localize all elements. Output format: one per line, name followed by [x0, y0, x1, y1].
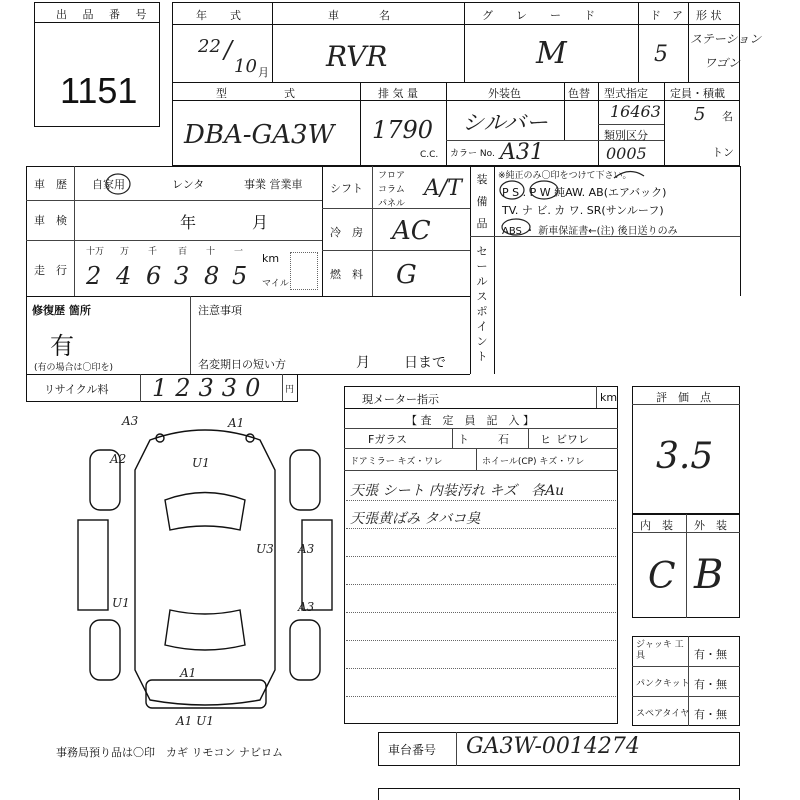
month-unit: 月	[258, 66, 269, 79]
equipment-line1: P S . P W 純AW. AB(エアバック)	[502, 186, 667, 199]
mark-u1-roof: U1	[192, 456, 210, 470]
mileage-digit-5: 8	[204, 262, 220, 290]
inspector-title: 【 査 定 員 記 入 】	[406, 414, 534, 427]
shape-line1: ステーション	[690, 32, 762, 46]
mark-a2-left: A2	[110, 452, 127, 466]
color-header: 外装色	[488, 87, 521, 100]
sales-point-6: イ	[476, 320, 488, 333]
mileage-digit-3: 6	[146, 262, 162, 290]
inspector-comment-2: 天張黄ばみ タバコ臭	[350, 511, 481, 527]
equipment-circle-marks	[494, 166, 740, 236]
history-private: 自家用	[92, 178, 125, 191]
equipment-note: ※純正のみ〇印をつけて下さい。	[498, 171, 632, 181]
glass-opt-1: ト	[458, 433, 469, 446]
mirror-label: ドアミラー キズ・ワレ	[350, 457, 443, 467]
model-header: 型 式	[216, 87, 301, 100]
history-business: 事業 営業車	[244, 178, 303, 191]
year-header: 年 式	[196, 9, 247, 22]
shape-line2: ワゴン	[704, 56, 741, 70]
repair-label: 修復歴 箇所	[32, 304, 91, 317]
score-value: 3.5	[656, 436, 714, 477]
glass-label: Fガラス	[368, 433, 407, 446]
meter-label: 現メーター指示	[362, 393, 439, 406]
interior-grade: C	[648, 556, 676, 597]
fuel-label: 燃 料	[330, 268, 363, 281]
repair-note: (有の場合は〇印を)	[34, 363, 114, 373]
notice-deadline: 名変期日の短い方	[198, 358, 286, 371]
shift-panel: パネル	[378, 199, 406, 209]
grade-header: グ レ ー ド	[482, 9, 601, 22]
bottom-partial-box	[378, 788, 740, 800]
year-month: 10	[234, 56, 257, 77]
tool-puncture-value: 有・無	[694, 678, 727, 691]
sales-point-2: ー	[476, 260, 488, 273]
color-number: A31	[500, 140, 544, 165]
displacement-header: 排 気 量	[378, 87, 418, 100]
fuel-value: G	[396, 260, 417, 290]
shift-column: コラム	[378, 185, 405, 195]
chassis-number: GA3W-0014274	[466, 734, 640, 759]
category-number: 0005	[606, 144, 647, 163]
color-change-header: 色替	[568, 87, 590, 100]
glass-opt-3: ヒ	[540, 433, 551, 446]
maker-header: 車 名	[328, 9, 396, 22]
capacity: 5	[694, 104, 706, 125]
equipment-label-3: 品	[476, 217, 488, 230]
mileage-digit-1: 2	[86, 262, 102, 290]
mileage-digit-6: 5	[232, 262, 248, 290]
color-no-label: カラー No.	[450, 149, 495, 159]
place-100: 百	[178, 247, 188, 257]
repair-value: 有	[50, 332, 74, 360]
history-circle-mark	[100, 166, 140, 200]
type-number: 16463	[610, 102, 661, 121]
glass-opt-4: ビワレ	[556, 433, 589, 446]
category-header: 類別区分	[604, 129, 648, 142]
tool-jack-label: ジャッキ 工 具	[636, 640, 693, 661]
ac-value: AC	[392, 216, 431, 246]
lot-number-label: 出 品 番 号	[56, 8, 153, 21]
mark-a1-front: A1	[228, 416, 245, 430]
displacement: 1790	[372, 116, 434, 144]
shift-value: A/T	[424, 176, 462, 201]
meter-unit: km	[600, 391, 618, 404]
door-header: ド ア	[650, 9, 683, 22]
tool-spare-value: 有・無	[694, 708, 727, 721]
sales-point-4: ス	[476, 290, 488, 303]
place-100k: 十万	[86, 247, 105, 257]
mark-a3-right-rear: A3	[298, 600, 315, 614]
notice-day: 日まで	[404, 355, 446, 371]
lot-number: 1151	[60, 70, 138, 111]
place-10: 十	[206, 247, 216, 257]
inspection-year: 年	[180, 213, 197, 232]
score-label: 評 価 点	[656, 391, 711, 404]
ac-label: 冷 房	[330, 226, 363, 239]
mileage-digit-2: 4	[116, 262, 132, 290]
history-rental: レンタ	[172, 178, 205, 191]
mark-a3-right: A3	[298, 542, 315, 556]
wheel-label: ホイール(CP) キズ・ワレ	[482, 457, 585, 467]
sales-point-3: ル	[476, 275, 488, 288]
mark-u3-right: U3	[256, 542, 274, 556]
mark-a1-rear: A1	[180, 666, 197, 680]
mark-a3-front: A3	[122, 414, 139, 428]
sales-point-7: ン	[476, 335, 488, 348]
exterior-color: シルバー	[462, 111, 548, 136]
notice-month: 月	[356, 355, 370, 371]
tool-puncture-label: パンクキット	[636, 679, 690, 689]
inspection-month: 月	[252, 213, 269, 232]
history-label: 車 歴	[34, 178, 67, 191]
model-code: DBA-GA3W	[184, 120, 335, 150]
cc-unit: C.C.	[420, 150, 439, 160]
shift-floor: フロア	[378, 171, 406, 181]
capacity-header: 定員・積載	[670, 87, 725, 100]
mark-a1-u1-bottom: A1 U1	[176, 714, 214, 728]
recycle-amount: 12330	[152, 374, 269, 402]
office-items: 事務局預り品は〇印 カギ リモコン ナビロム	[56, 746, 283, 759]
sales-point-8: ト	[476, 350, 488, 363]
exterior-label: 外 装	[694, 519, 727, 532]
place-10k: 万	[120, 247, 130, 257]
vehicle-name: RVR	[326, 40, 388, 73]
equipment-line3: ABS ・ 新車保証書←(注) 後日送りのみ	[502, 226, 678, 237]
sales-point-1: セ	[476, 245, 488, 258]
shape-header: 形 状	[696, 9, 722, 22]
door-count: 5	[654, 42, 668, 67]
equipment-label-2: 備	[476, 195, 488, 208]
recycle-label: リサイクル料	[44, 383, 109, 396]
tool-spare-label: スペアタイヤ	[636, 709, 690, 719]
place-1: 一	[234, 247, 244, 257]
exterior-grade: B	[694, 552, 724, 598]
inspector-comment-1: 天張 シート 内装汚れ キズ 各Au	[350, 483, 565, 499]
capacity-unit: 名	[722, 110, 733, 123]
inspection-label: 車 検	[34, 214, 67, 227]
equipment-label-1: 装	[476, 173, 488, 186]
interior-label: 内 装	[640, 519, 673, 532]
ton-unit: トン	[712, 146, 734, 159]
mileage-unit-mile: マイル	[262, 279, 289, 289]
auction-sheet: 出 品 番 号 1151 年 式 車 名 グ レ ー ド ド ア 形 状 22 / 10 月 RVR M 5 ステーション ワゴン 型 式 排 気 量 外装色 色替 型式指定 定員・積載 DBA-GA3W 1790 C.C. シルバー カラー No. A31 16463 類別区分 0005 5 名 トン 車 歴 自家用 レンタ 事業 営業車 車 検 年 月 走 行 十万 万 千 百 十 一 2 4 6 3 8 5 km マイル シフト フロア コラム パネル A/T 冷 房 AC 燃 料 G 装 備 品 ※純正のみ〇印をつけて下さい。 P S . P W 純AW. AB(エアバック) TV. ナ ビ. カ ワ. SR(サンルーフ) ABS ・ 新車保証書←(注) 後日送りのみ セ ー ル ス ポ イ ン ト 修復歴 箇所 有 (有の場合は〇印を) 注意事項 名変期日の短い方 月 日まで リサイクル料 12330 円 A3 A1 A2 U1 U3 A3 U1 A3 A1 A1 U1 事務局預り品は〇印 カギ リモコン ナビロム 現メーター指示 km 【 査 定 員 記 入 】 Fガラス ト 石 ヒ ビワレ ドアミラー キズ・ワレ ホイール(CP) キズ・ワレ 天張 シート 内装汚れ キズ 各Au 天張黄ばみ タバコ臭 評 価 点 3.5 内 装 外 装 C B ジャッキ 工 具 有・無 パンクキット 有・無 スペアタイヤ 有・無 車台番号 GA3W-0014274	[0, 0, 800, 800]
recycle-unit: 円	[285, 385, 295, 395]
place-1k: 千	[148, 247, 158, 257]
mileage-label: 走 行	[34, 264, 67, 277]
mileage-digit-4: 3	[174, 262, 190, 290]
type-header: 型式指定	[604, 87, 648, 100]
mark-u1-left: U1	[112, 596, 130, 610]
vehicle-grade: M	[536, 36, 567, 71]
mileage-unit-km: km	[262, 252, 280, 265]
year-era: 22	[198, 36, 221, 57]
glass-opt-2: 石	[498, 433, 509, 446]
equipment-line2: TV. ナ ビ. カ ワ. SR(サンルーフ)	[502, 204, 664, 217]
shift-label: シフト	[330, 182, 363, 195]
tool-jack-value: 有・無	[694, 648, 727, 661]
notice-label: 注意事項	[198, 304, 242, 317]
chassis-label: 車台番号	[388, 743, 437, 757]
sales-point-5: ポ	[476, 305, 488, 318]
